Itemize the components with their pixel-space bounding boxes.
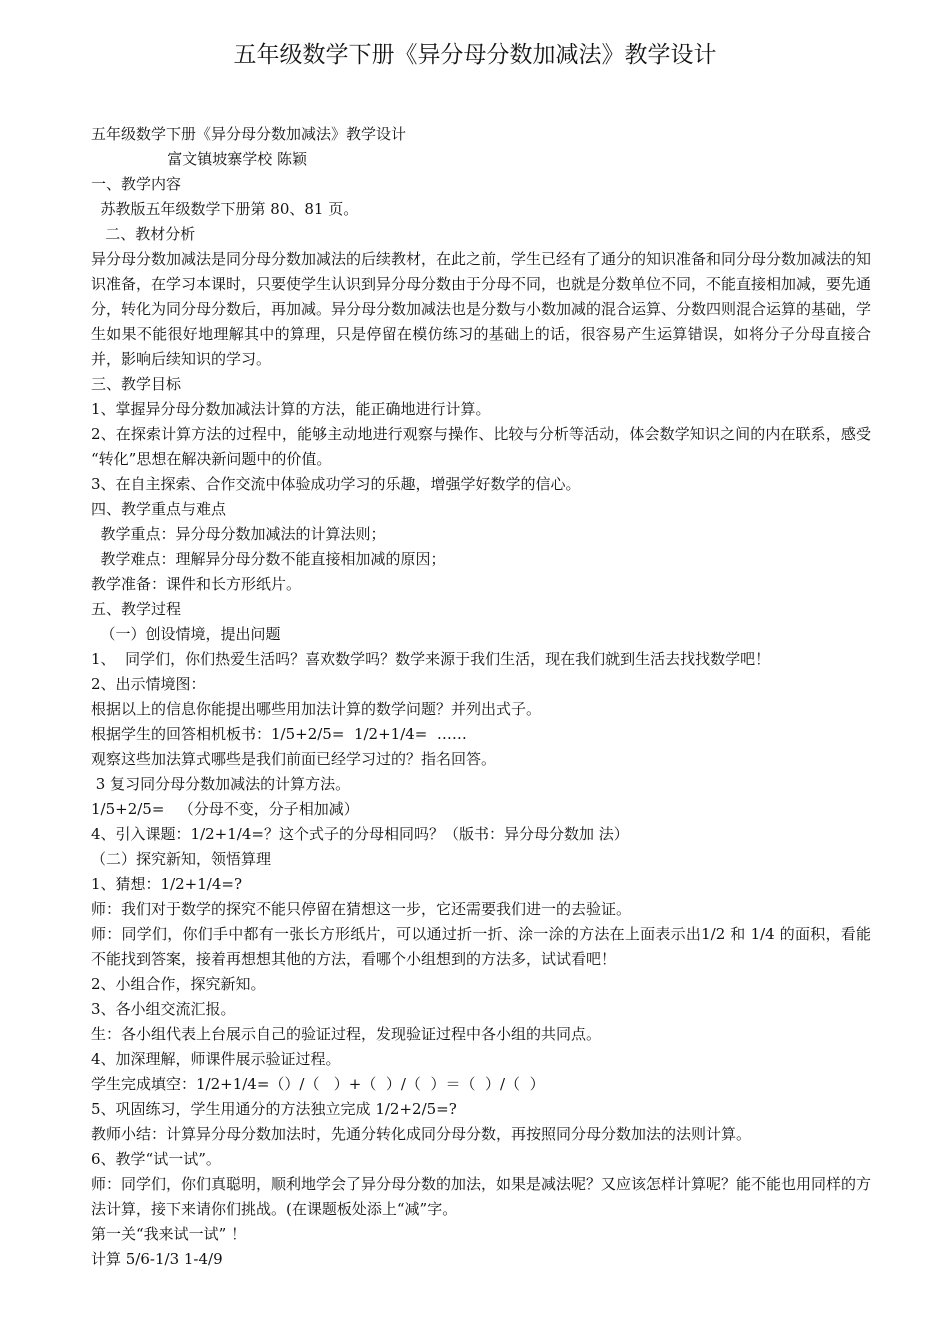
text-line: 3 复习同分母分数加减法的计算方法。 bbox=[91, 775, 351, 793]
text-line: 5、巩固练习，学生用通分的方法独立完成 1/2+2/5=? bbox=[91, 1100, 457, 1118]
text-line: 师：我们对于数学的探究不能只停留在猜想这一步，它还需要我们进一的去验证。 bbox=[91, 900, 632, 918]
text-line: 2、小组合作，探究新知。 bbox=[91, 975, 266, 993]
text-line: 1、猜想：1/2+1/4=? bbox=[91, 875, 243, 893]
text-line: 2、出示情境图： bbox=[91, 675, 206, 693]
text-line: 观察这些加法算式哪些是我们前面已经学习过的？指名回答。 bbox=[91, 750, 497, 768]
paragraph bbox=[91, 247, 871, 372]
page-title: 五年级数学下册《异分母分数加减法》教学设计 bbox=[233, 42, 717, 68]
text-line: 1、 同学们，你们热爱生活吗？喜欢数学吗？数学来源于我们生活，现在我们就到生活去找找数学吧！ bbox=[91, 650, 771, 668]
author-line: 富文镇坡寨学校 陈颖 bbox=[91, 150, 308, 168]
text-line: 计算 5/6-1/3 1-4/9 bbox=[91, 1250, 223, 1268]
text-line: 第一关“我来试一试” ！ bbox=[91, 1225, 247, 1243]
text-line: 4、引入课题：1/2+1/4=？这个式子的分母相同吗？（版书：异分母分数加 法） bbox=[91, 825, 629, 843]
paragraph bbox=[91, 422, 871, 472]
section-heading: 四、教学重点与难点 bbox=[91, 500, 227, 518]
text-line: 教学准备：课件和长方形纸片。 bbox=[91, 575, 302, 593]
subsection-heading: （一）创设情境，提出问题 bbox=[91, 625, 281, 643]
document-body bbox=[91, 122, 871, 1272]
text-line: 苏教版五年级数学下册第 80、81 页。 bbox=[91, 200, 359, 218]
section-heading: 五、教学过程 bbox=[91, 600, 182, 618]
text-line: 教学重点：异分母分数加减法的计算法则； bbox=[91, 525, 386, 543]
text-line: 3、各小组交流汇报。 bbox=[91, 1000, 236, 1018]
subsection-heading: （二）探究新知，领悟算理 bbox=[91, 850, 272, 868]
text-line: 根据学生的回答相机板书：1/5+2/5= 1/2+1/4= …… bbox=[91, 725, 467, 743]
paragraph-text: 师：同学们，你们手中都有一张长方形纸片，可以通过折一折、涂一涂的方法在上面表示出1/2 和 1/4 的面积，看能不能找到答案，接着再想想其他的方法，看哪个小组想到的方法多，试试看吧！ bbox=[91, 925, 871, 968]
text-line: 教师小结：计算异分母分数加法时，先通分转化成同分母分数，再按照同分母分数加法的法则计算。 bbox=[91, 1125, 752, 1143]
text-line: 学生完成填空：1/2+1/4=（）/（ ）+（ ）/（ ）＝（ ）/（ ） bbox=[91, 1075, 545, 1093]
paragraph bbox=[91, 1172, 871, 1222]
text-line: 1/5+2/5= （分母不变，分子相加减） bbox=[91, 800, 359, 818]
paragraph-text: 师：同学们，你们真聪明，顺利地学会了异分母分数的加法，如果是减法呢？又应该怎样计算呢？能不能也用同样的方法计算，接下来请你们挑战。(在课题板处添上“减”字。 bbox=[91, 1175, 872, 1218]
text-line: 6、教学“试一试”。 bbox=[91, 1150, 221, 1168]
paragraph-text: 2、在探索计算方法的过程中，能够主动地进行观察与操作、比较与分析等活动，体会数学知识之间的内在联系，感受 “转化”思想在解决新问题中的价值。 bbox=[91, 425, 871, 468]
section-heading: 二、教材分析 bbox=[91, 225, 196, 243]
section-heading: 三、教学目标 bbox=[91, 375, 182, 393]
text-line: 教学难点：理解异分母分数不能直接相加减的原因； bbox=[91, 550, 446, 568]
text-line: 1、掌握异分母分数加减法计算的方法，能正确地进行计算。 bbox=[91, 400, 491, 418]
text-line: 3、在自主探索、合作交流中体验成功学习的乐趣，增强学好数学的信心。 bbox=[91, 475, 581, 493]
doc-heading: 五年级数学下册《异分母分数加减法》教学设计 bbox=[91, 125, 407, 143]
text-line: 根据以上的信息你能提出哪些用加法计算的数学问题？并列出式子。 bbox=[91, 700, 542, 718]
paragraph bbox=[91, 922, 871, 972]
paragraph-text: 异分母分数加减法是同分母分数加减法的后续教材，在此之前，学生已经有了通分的知识准备和同分母分数加减法的知识准备，在学习本课时，只要使学生认识到异分母分数由于分母不同，也就是分数单位不同，不能直接相加减，要先通分，转化为同分母分数后，再加减。异分母分数加减法也是分数与小数加减的混合运算、分数四则混合运算的基础，学生如果不能很好地理解其中的算理，只是停留在模仿练习的基础上的话，很容易产生运算错误，如将分子分母直接合并，影响后续知识的学习。 bbox=[91, 250, 872, 368]
section-heading: 一、教学内容 bbox=[91, 175, 182, 193]
text-line: 4、加深理解，师课件展示验证过程。 bbox=[91, 1050, 341, 1068]
text-line: 生：各小组代表上台展示自己的验证过程，发现验证过程中各小组的共同点。 bbox=[91, 1025, 602, 1043]
